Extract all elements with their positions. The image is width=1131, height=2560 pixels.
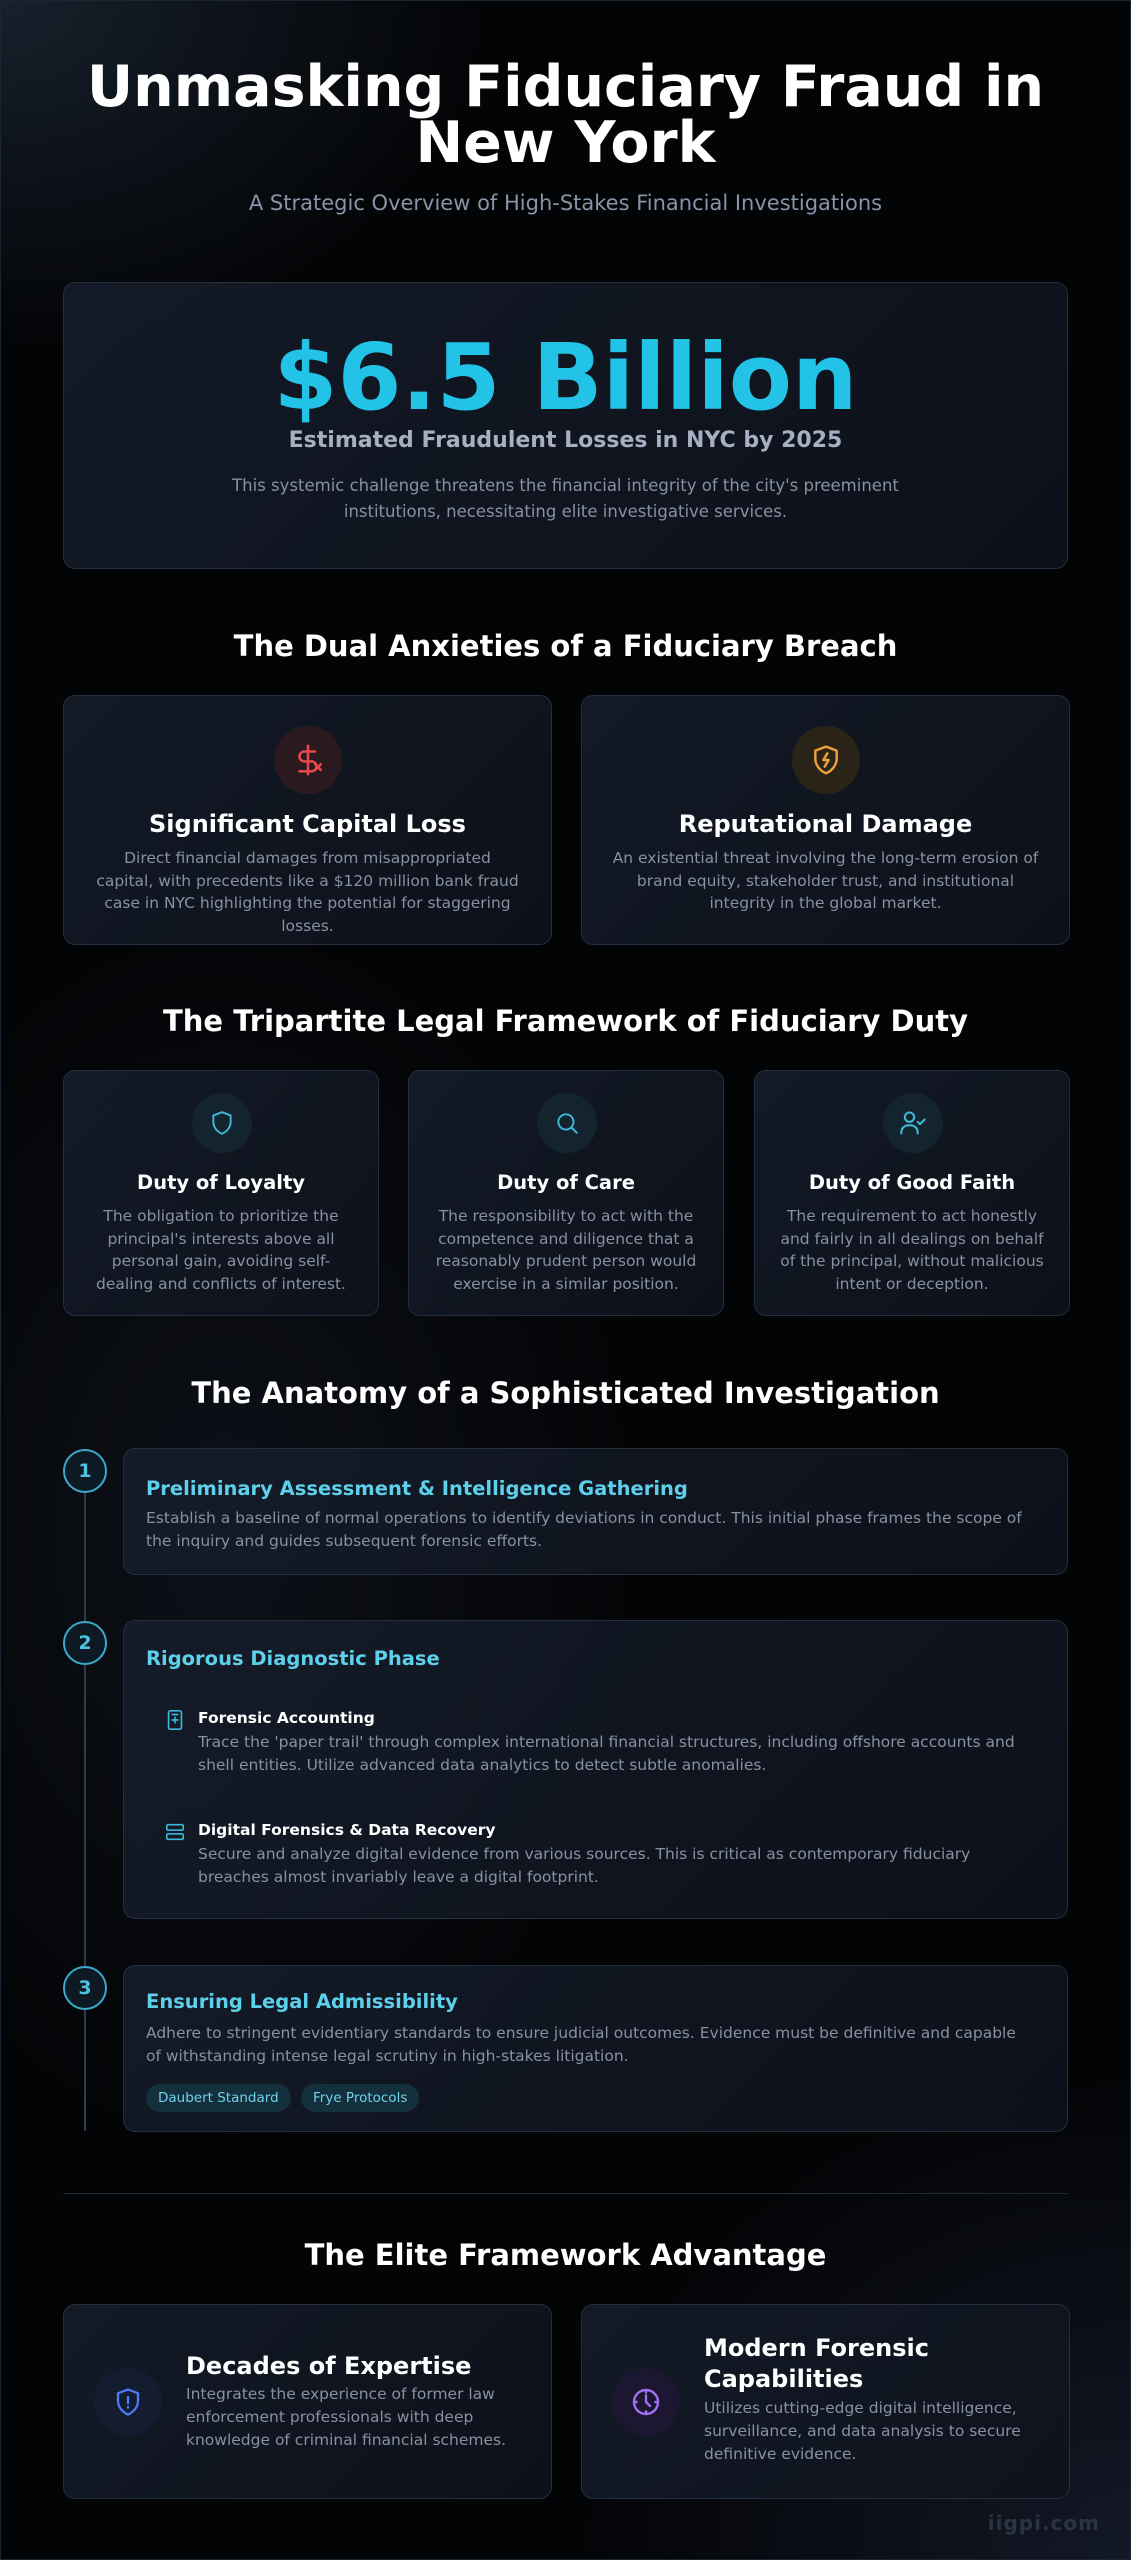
step-description: Adhere to stringent evidentiary standards to ensure judicial outcomes. Evidence must be definitive and capable of withstanding intense legal scrutiny in high-stakes litigation. <box>146 2024 1016 2065</box>
sub-item-description: Trace the 'paper trail' through complex international financial structures, including offshore accounts and shell entities. Utilize advanced data analytics to detect subtle anomalies. <box>198 1733 1015 1774</box>
anxieties-heading: The Dual Anxieties of a Fiduciary Breach <box>233 629 898 663</box>
sub-item-description: Secure and analyze digital evidence from various sources. This is critical as contemporary fiduciary breaches almost invariably leave a digital footprint. <box>198 1845 971 1886</box>
calculator-icon <box>164 1709 188 1733</box>
hero-description: This systemic challenge threatens the financial integrity of the city's preeminent institutions, necessitating elite investigative services. <box>232 476 899 521</box>
shield-broken-icon <box>792 726 860 794</box>
duty-title: Duty of Good Faith <box>808 1171 1016 1194</box>
step-number: 1 <box>63 1449 107 1493</box>
duty-title: Duty of Loyalty <box>137 1171 305 1194</box>
step-title: Rigorous Diagnostic Phase <box>146 1647 440 1670</box>
anxiety-card-reputational-damage <box>581 695 1070 945</box>
step-title: Preliminary Assessment & Intelligence Gathering <box>146 1477 688 1500</box>
advantage-title: Decades of Expertise <box>186 2352 472 2380</box>
duty-description: The obligation to prioritize the principal's interests above all personal gain, avoiding self-dealing and conflicts of interest. <box>96 1207 346 1293</box>
duty-description: The requirement to act honestly and fairly in all dealings on behalf of the principal, without malicious intent or deception. <box>780 1207 1044 1293</box>
investigation-heading: The Anatomy of a Sophisticated Investigation <box>191 1376 940 1410</box>
tag-frye: Frye Protocols <box>301 2084 419 2112</box>
server-icon <box>164 1821 188 1845</box>
duty-card-loyalty <box>63 1070 379 1316</box>
duty-card-care <box>408 1070 724 1316</box>
duty-title: Duty of Care <box>497 1171 635 1194</box>
hero-stat-card <box>63 282 1068 569</box>
duty-card-good-faith <box>754 1070 1070 1316</box>
search-icon <box>537 1093 597 1153</box>
timeline-line <box>84 1471 86 2131</box>
watermark: iigpi.com <box>987 2511 1100 2535</box>
anxiety-description: An existential threat involving the long-term erosion of brand equity, stakeholder trust, and institutional integrity in the global market. <box>612 849 1039 912</box>
sub-item-digital-forensics <box>146 1811 1045 1903</box>
anxiety-description: Direct financial damages from misappropriated capital, with precedents like a $120 million bank fraud case in NYC highlighting the potential for staggering losses. <box>96 849 519 935</box>
step-title: Ensuring Legal Admissibility <box>146 1990 458 2013</box>
sub-item-forensic-accounting <box>146 1699 1045 1791</box>
anxiety-title: Significant Capital Loss <box>149 810 466 838</box>
hero-label: Estimated Fraudulent Losses in NYC by 2025 <box>288 428 843 453</box>
section-divider <box>63 2193 1068 2194</box>
advantage-title: Modern Forensic Capabilities <box>704 2334 929 2393</box>
advantage-card-expertise <box>63 2304 552 2499</box>
page-subtitle: A Strategic Overview of High-Stakes Financial Investigations <box>248 191 883 215</box>
user-check-icon <box>883 1093 943 1153</box>
page-title: Unmasking Fiduciary Fraud in New York <box>86 54 1045 176</box>
framework-heading: The Tripartite Legal Framework of Fiduciary Duty <box>163 1004 968 1038</box>
anxiety-card-capital-loss <box>63 695 552 945</box>
step-number: 2 <box>63 1621 107 1665</box>
advantage-description: Integrates the experience of former law enforcement professionals with deep knowledge of criminal financial schemes. <box>186 2385 507 2449</box>
step-description: Establish a baseline of normal operations to identify deviations in conduct. This initial phase frames the scope of the inquiry and guides subsequent forensic efforts. <box>146 1509 1022 1550</box>
step-number: 3 <box>63 1966 107 2010</box>
advantage-description: Utilizes cutting-edge digital intelligence, surveillance, and data analysis to secure definitive evidence. <box>704 2399 1021 2463</box>
tag-daubert: Daubert Standard <box>146 2084 291 2112</box>
hero-figure: $6.5 Billion <box>273 324 858 431</box>
sub-item-title: Forensic Accounting <box>198 1709 375 1727</box>
clock-scan-icon <box>612 2368 680 2436</box>
investigation-step-3 <box>123 1965 1068 2132</box>
tag-list <box>146 2084 1045 2112</box>
badge-shield-icon <box>94 2368 162 2436</box>
shield-icon <box>192 1093 252 1153</box>
advantage-card-forensics <box>581 2304 1070 2499</box>
dollar-off-icon <box>274 726 342 794</box>
duty-description: The responsibility to act with the competence and diligence that a reasonably prudent person would exercise in a similar position. <box>435 1207 697 1293</box>
anxiety-title: Reputational Damage <box>678 810 973 838</box>
sub-item-title: Digital Forensics & Data Recovery <box>198 1821 496 1839</box>
investigation-step-1 <box>123 1448 1068 1575</box>
investigation-step-2 <box>123 1620 1068 1919</box>
advantage-heading: The Elite Framework Advantage <box>304 2238 827 2272</box>
